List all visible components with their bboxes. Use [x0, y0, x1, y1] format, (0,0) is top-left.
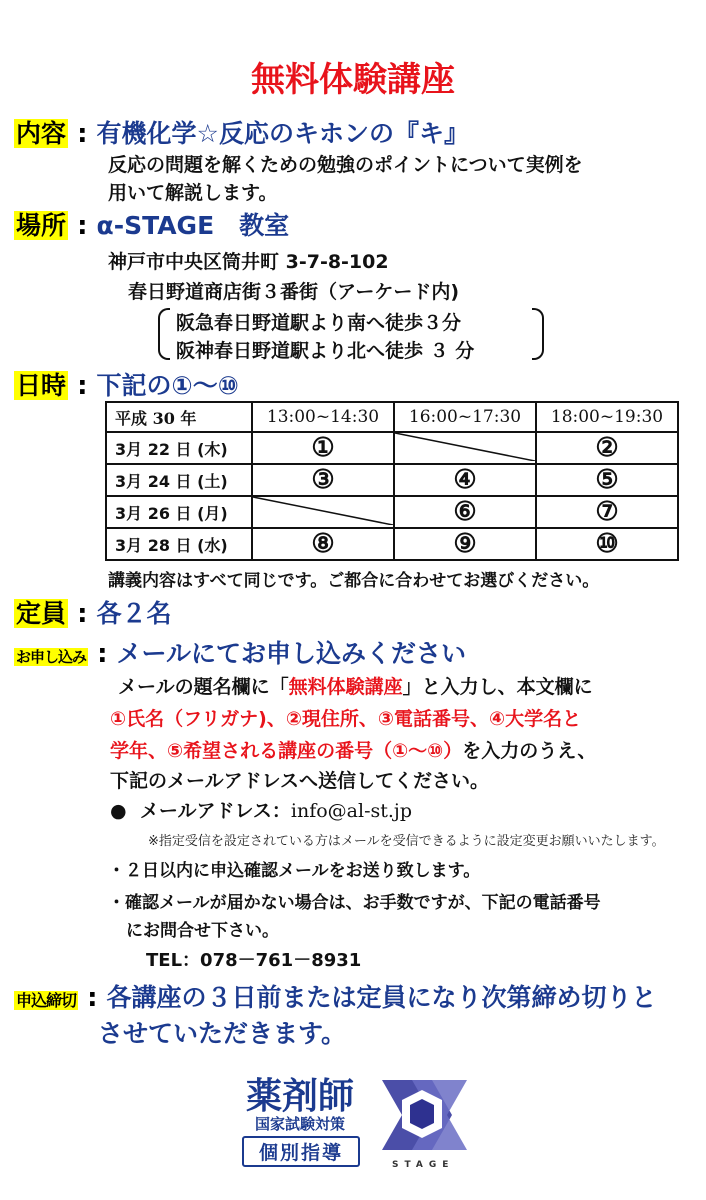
logo-sub: 国家試験対策 [254, 1115, 345, 1133]
bracket-right [532, 308, 544, 360]
deadline-label: 申込締切 [16, 991, 77, 1010]
place-value: α-STAGE 教室 [96, 211, 290, 240]
table-date: 3月 24 日 (土) [106, 464, 252, 496]
content-value: 有機化学☆反応のキホンの『キ』 [96, 119, 469, 148]
mail-address-row [110, 796, 412, 823]
apply-confirm: ・２日以内に申込確認メールをお送り致します。 [108, 861, 481, 881]
apply-nomail-1: ・確認メールが届かない場合は、お手数ですが、下記の電話番号 [108, 893, 601, 913]
place-row: 場所 : α-STAGE 教室 [16, 211, 290, 241]
mail-address[interactable]: info@al-st.jp [290, 800, 412, 822]
table-row [106, 528, 678, 560]
logo-main: 薬剤師 [245, 1076, 354, 1117]
deadline-row: 申込締切 : 各講座の３日前または定員になり次第締め切りと [16, 983, 657, 1013]
place-label: 場所 [16, 211, 67, 240]
table-date: 3月 26 日 (月) [106, 496, 252, 528]
page-title: 無料体験講座 [251, 60, 455, 100]
bracket-left [158, 308, 170, 360]
logo-stage-text: STAGE [392, 1160, 455, 1170]
datetime-row: 日時 : 下記の①～⑩ [16, 371, 239, 401]
apply-label: お申し込み [16, 648, 87, 666]
slot-cell: ⑧ [252, 528, 394, 560]
content-desc-2: 用いて解説します。 [108, 182, 278, 204]
slot-cell: ⑦ [536, 496, 678, 528]
slot-cell: ⑤ [536, 464, 678, 496]
apply-value: メールにてお申し込みください [116, 639, 467, 668]
table-date: 3月 28 日 (水) [106, 528, 252, 560]
place-access-1: 阪急春日野道駅より南へ徒歩３分 [176, 312, 462, 334]
stage-logo-icon [372, 1070, 482, 1160]
slot-cell-unavailable [394, 432, 536, 464]
content-label: 内容 [16, 119, 67, 148]
apply-line-1: メールの題名欄に「無料体験講座」と入力し、本文欄に [118, 676, 593, 698]
diagonal-line [253, 497, 393, 525]
logo-box: 個別指導 [242, 1136, 360, 1167]
slot-cell: ③ [252, 464, 394, 496]
slot-cell: ⑥ [394, 496, 536, 528]
slot-cell-unavailable [252, 496, 394, 528]
table-row [106, 496, 678, 528]
table-header-slot: 13:00~14:30 [252, 402, 394, 432]
telephone: TEL：078－761－8931 [146, 950, 362, 971]
table-date: 3月 22 日 (木) [106, 432, 252, 464]
place-address-1: 神戸市中央区筒井町 3-7-8-102 [108, 251, 389, 273]
bullet-icon: ● [110, 800, 127, 822]
apply-course-name: 無料体験講座 [288, 676, 403, 698]
capacity-value: 各２名 [96, 599, 172, 628]
apply-line-4: 下記のメールアドレスへ送信してください。 [110, 770, 490, 792]
slot-cell: ⑩ [536, 528, 678, 560]
table-header-year: 平成 30 年 [106, 402, 252, 432]
capacity-label: 定員 [16, 599, 67, 628]
slot-cell: ⑨ [394, 528, 536, 560]
content-row: 内容 : 有機化学☆反応のキホンの『キ』 [16, 119, 469, 149]
table-row [106, 432, 678, 464]
slot-cell: ① [252, 432, 394, 464]
schedule-table [105, 401, 679, 561]
mail-note: ※指定受信を設定されている方はメールを受信できるように設定変更お願いいたします。 [148, 834, 665, 849]
slot-cell: ④ [394, 464, 536, 496]
table-header-row [106, 402, 678, 432]
content-desc-1: 反応の問題を解くための勉強のポイントについて実例を [108, 154, 583, 176]
datetime-label: 日時 [16, 371, 67, 400]
schedule-note: 講義内容はすべて同じです。ご都合に合わせてお選びください。 [108, 571, 600, 591]
slot-cell: ② [536, 432, 678, 464]
apply-row: お申し込み : メールにてお申し込みください [16, 639, 467, 669]
place-access-2: 阪神春日野道駅より北へ徒歩 ３ 分 [176, 340, 475, 362]
table-header-slot: 18:00~19:30 [536, 402, 678, 432]
mail-label: メールアドレス： [139, 800, 291, 822]
datetime-value: 下記の①～⑩ [96, 371, 239, 400]
capacity-row: 定員 : 各２名 [16, 599, 172, 629]
table-header-slot: 16:00~17:30 [394, 402, 536, 432]
place-address-2: 春日野道商店街３番街（アーケード内) [128, 281, 460, 303]
deadline-line-1: 各講座の３日前または定員になり次第締め切りと [106, 983, 657, 1012]
apply-nomail-2: にお問合せ下さい。 [126, 921, 279, 941]
apply-line-3: 学年、⑤希望される講座の番号（①～⑩）を入力のうえ、 [110, 740, 597, 762]
table-row [106, 464, 678, 496]
diagonal-line [395, 433, 535, 461]
deadline-line-2: させていただきます。 [98, 1019, 347, 1048]
apply-line-2: ①氏名（フリガナ)、②現住所、③電話番号、④大学名と [110, 708, 582, 730]
